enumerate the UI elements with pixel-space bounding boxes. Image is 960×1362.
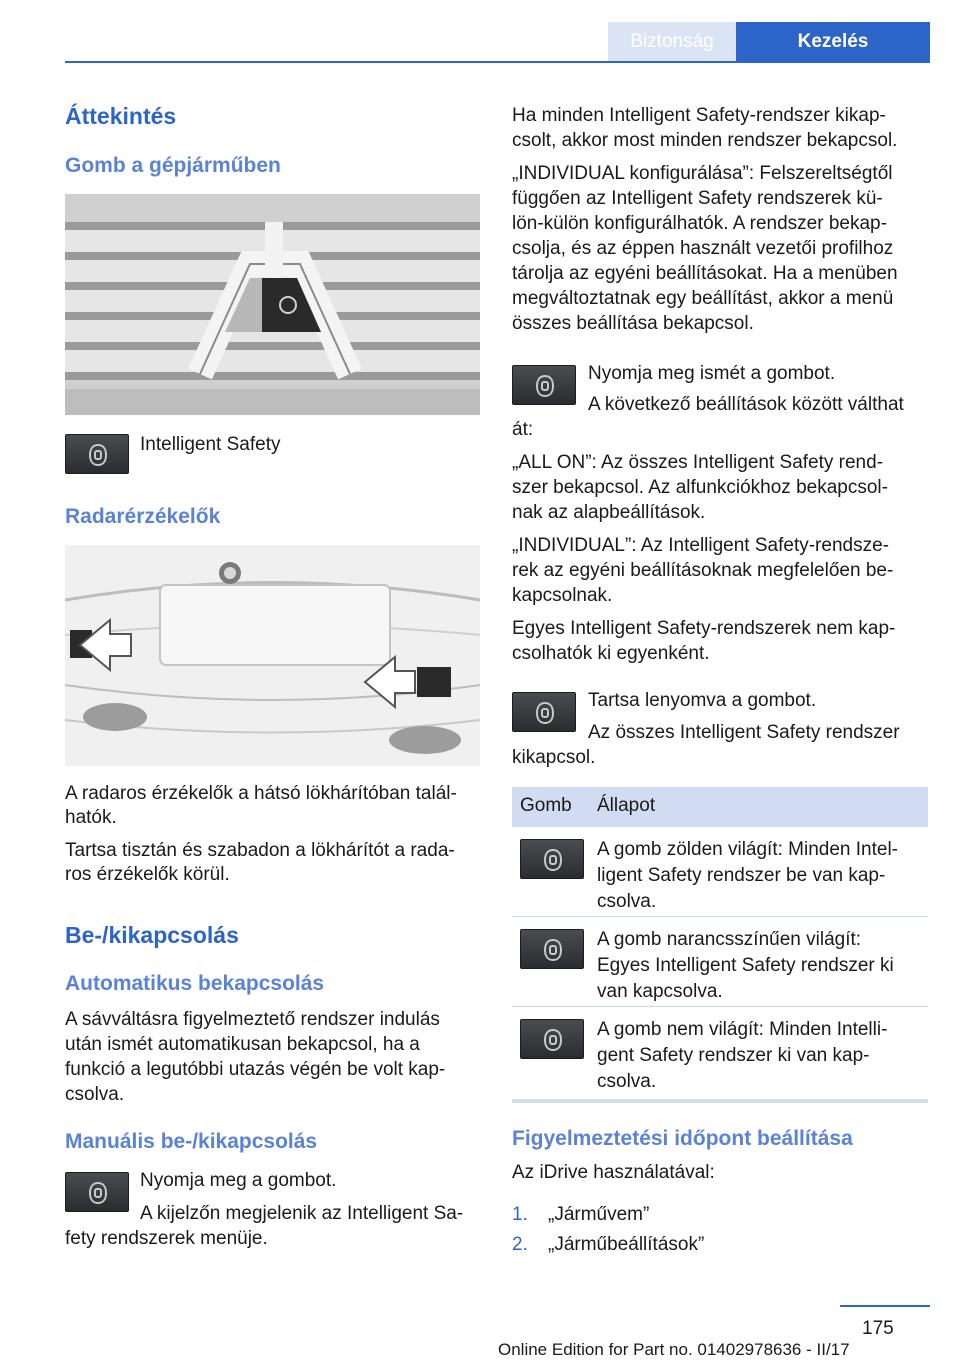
right-p2-line-4: csolja, és az éppen használt vezetői profilhoz xyxy=(512,238,894,259)
list-item: „Járműbeállítások” xyxy=(548,1234,705,1255)
table-row xyxy=(512,917,928,1007)
auto-line-3: funkció a legutóbbi utazás végén be volt kap- xyxy=(65,1059,446,1080)
idrive-intro: Az iDrive használatával: xyxy=(512,1162,715,1183)
radar-para-1-line-2: hatók. xyxy=(65,807,117,828)
manual-button-icon xyxy=(65,1172,129,1212)
footer-edition: Online Edition for Part no. 01402978636 - II/17 xyxy=(498,1340,850,1359)
table-header-state: Állapot xyxy=(597,795,656,816)
right-p2-line-2: függően az Intelligent Safety rendszerek kü- xyxy=(512,188,883,209)
individual-line-2: rek az egyéni beállításoknak megfelelően be- xyxy=(512,560,894,581)
header-tab-biztonsag[interactable]: Biztonság xyxy=(608,22,736,62)
hold-line-2: Az összes Intelligent Safety rendszer xyxy=(588,722,900,743)
press-line-3: át: xyxy=(512,419,534,440)
button-orange-icon xyxy=(520,929,584,969)
auto-line-2: után ismét automatikusan bekapcsol, ha a xyxy=(65,1034,420,1055)
intelligent-safety-button-icon xyxy=(65,434,129,474)
right-p2-line-1: „INDIVIDUAL konfigurálása”: Felszereltségtől xyxy=(512,163,893,184)
table-row xyxy=(512,1007,928,1097)
button-off-icon xyxy=(520,1019,584,1059)
page-number: 175 xyxy=(862,1318,894,1339)
manual-line-1: Nyomja meg a gombot. xyxy=(140,1170,337,1191)
right-p2-line-3: lön-külön konfigurálhatók. A rendszer bekap- xyxy=(512,213,887,234)
table-header-button: Gomb xyxy=(520,795,572,816)
manual-line-3: fety rendszerek menüje. xyxy=(65,1228,268,1249)
heading-overview: Áttekintés xyxy=(65,103,177,129)
footer-rule xyxy=(840,1305,930,1307)
heading-button-in-vehicle: Gomb a gépjárműben xyxy=(65,154,281,177)
button-state-table xyxy=(512,787,928,1097)
individual-line-3: kapcsolnak. xyxy=(512,585,613,606)
radar-para-2-line-2: ros érzékelők körül. xyxy=(65,864,230,885)
table-cell-state: A gomb narancsszínűen világít: Egyes Intelligent Safety rendszer ki van kapcsolva. xyxy=(597,929,894,1002)
radar-para-2-line-1: Tartsa tisztán és szabadon a lökhárítót a rada- xyxy=(65,840,455,861)
hold-button-icon xyxy=(512,692,576,732)
allon-line-2: szer bekapcsol. Az alfunkciókhoz bekapcsol- xyxy=(512,477,888,498)
heading-manual: Manuális be-/kikapcsolás xyxy=(65,1130,318,1153)
manual-line-2: A kijelzőn megjelenik az Intelligent Sa- xyxy=(140,1203,464,1224)
header-rule xyxy=(65,61,930,63)
grille-illustration xyxy=(65,194,480,415)
auto-line-4: csolva. xyxy=(65,1084,125,1105)
table-row xyxy=(512,827,928,917)
right-p1-line-1: Ha minden Intelligent Safety-rendszer kikap- xyxy=(512,105,886,126)
hold-line-1: Tartsa lenyomva a gombot. xyxy=(588,690,817,711)
some-systems-line-2: csolhatók ki egyenként. xyxy=(512,643,710,664)
rear-bumper-illustration xyxy=(65,545,480,766)
button-green-icon xyxy=(520,839,584,879)
right-p2-line-7: összes beállítása bekapcsol. xyxy=(512,313,754,334)
press-line-1: Nyomja meg ismét a gombot. xyxy=(588,363,836,384)
press-again-button-icon xyxy=(512,365,576,405)
rear-bumper-figure xyxy=(65,545,480,766)
right-p2-line-5: tárolja az egyéni beállításokat. Ha a menüben xyxy=(512,263,898,284)
heading-auto-on: Automatikus bekapcsolás xyxy=(65,972,325,995)
list-item: „Járművem” xyxy=(548,1204,650,1225)
list-item-number: 2. xyxy=(512,1234,528,1255)
heading-on-off: Be-/kikapcsolás xyxy=(65,922,239,948)
heading-warning-time: Figyelmeztetési időpont beállítása xyxy=(512,1127,853,1150)
allon-line-3: nak az alapbeállítások. xyxy=(512,502,706,523)
right-p2-line-6: megváltoztatnak egy beállítást, akkor a menü xyxy=(512,288,894,309)
table-header xyxy=(512,787,928,827)
radar-para-1-line-1: A radaros érzékelők a hátsó lökhárítóban talál- xyxy=(65,783,457,804)
header-tab-kezeles[interactable]: Kezelés xyxy=(736,22,930,62)
some-systems-line-1: Egyes Intelligent Safety-rendszerek nem kap- xyxy=(512,618,896,639)
press-line-2: A következő beállítások között válthat xyxy=(588,394,904,415)
list-item-number: 1. xyxy=(512,1204,528,1225)
auto-line-1: A sávváltásra figyelmeztető rendszer indulás xyxy=(65,1009,440,1030)
table-cell-state: A gomb zölden világít: Minden Intel- ligent Safety rendszer be van kap- csolva. xyxy=(597,839,899,912)
individual-line-1: „INDIVIDUAL”: Az Intelligent Safety-rendsze- xyxy=(512,535,889,556)
hold-line-3: kikapcsol. xyxy=(512,747,596,768)
table-bottom-rule xyxy=(512,1099,928,1103)
label-intelligent-safety: Intelligent Safety xyxy=(140,434,281,455)
right-p1-line-2: csolt, akkor most minden rendszer bekapcsol. xyxy=(512,130,898,151)
table-cell-state: A gomb nem világít: Minden Intelli- gent Safety rendszer ki van kap- csolva. xyxy=(597,1019,888,1092)
grille-figure xyxy=(65,194,480,415)
heading-radar-sensors: Radarérzékelők xyxy=(65,505,221,528)
allon-line-1: „ALL ON”: Az összes Intelligent Safety rend- xyxy=(512,452,884,473)
